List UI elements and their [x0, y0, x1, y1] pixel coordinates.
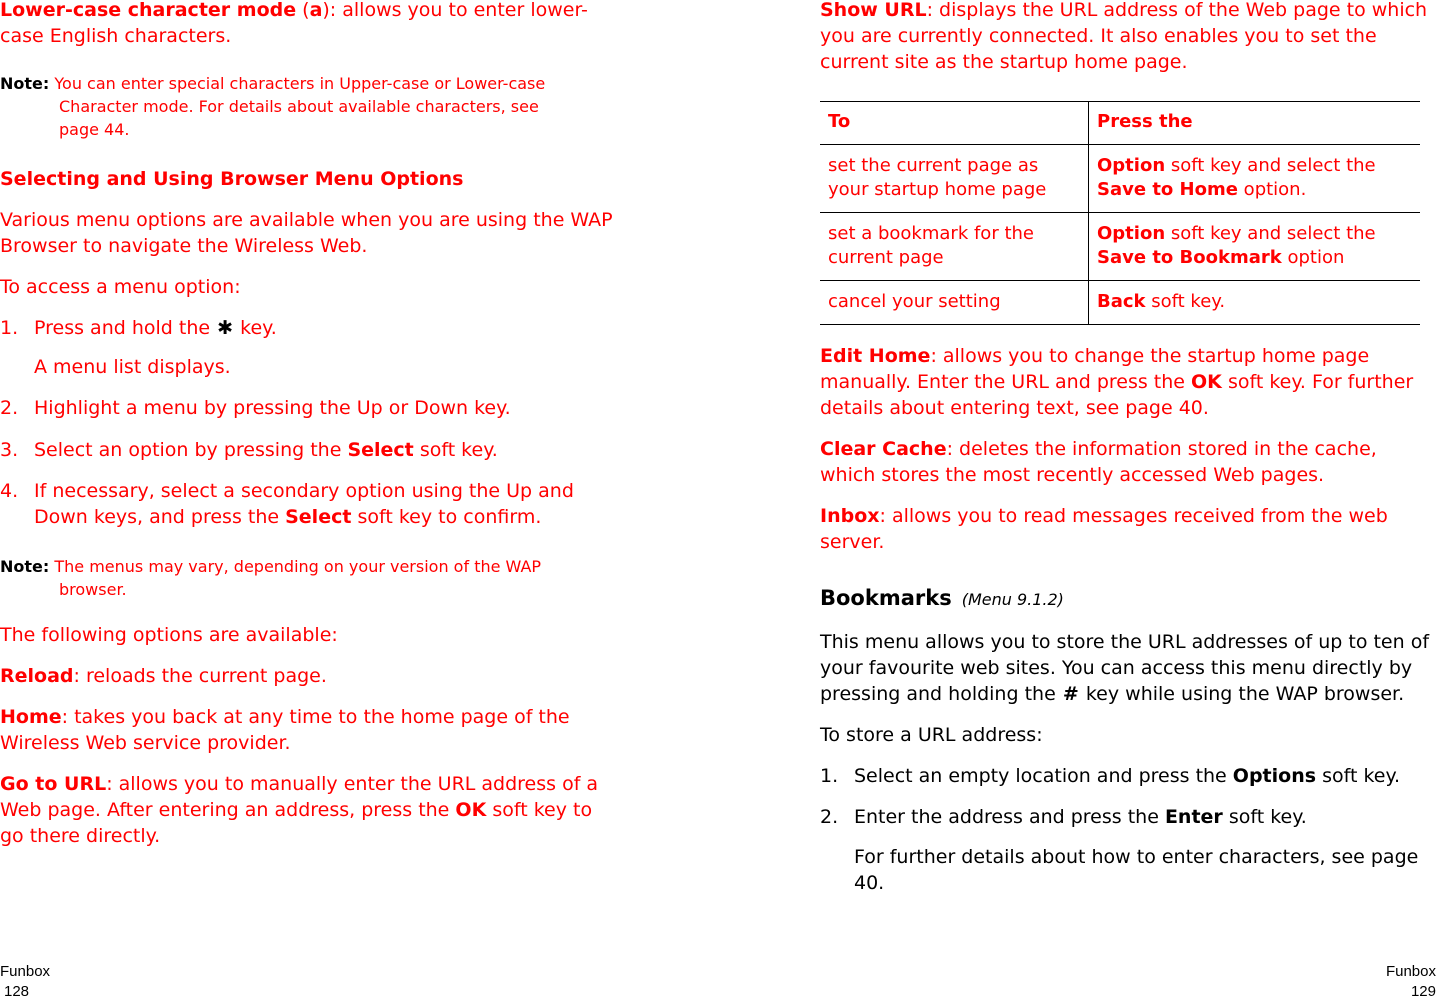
list-item: 1. Press and hold the ✱ key. — [0, 317, 277, 339]
home-settings-table — [820, 101, 1420, 325]
available-text: The following options are available: — [0, 624, 338, 646]
show-url-option: Show URL: displays the URL address of the Web page to which you are currently connected. It also enables you to set the current site as the startup home page. — [820, 0, 1428, 73]
edit-home-option: Edit Home: allows you to change the startup home page manually. Enter the URL and press the OK soft key. For further details about entering text, see page 40. — [820, 345, 1414, 419]
section-heading: Selecting and Using Browser Menu Options — [0, 168, 464, 190]
store-text: To store a URL address: — [820, 724, 1043, 746]
header-press-the: Press the — [1097, 111, 1193, 132]
hash-key-icon: # — [1062, 683, 1079, 705]
star-key-icon: ✱ — [217, 317, 234, 339]
right-footer — [1386, 962, 1436, 1002]
lower-case-mode-text: Lower-case character mode (a): allows you to enter lower-case English characters. — [0, 0, 588, 47]
right-page — [820, 0, 1432, 896]
bookmarks-heading: Bookmarks (Menu 9.1.2) — [820, 586, 1064, 610]
table-row: set the current page as your startup home page Option soft key and select the Save to Home option. — [820, 145, 1420, 213]
list-item: 3. Select an option by pressing the Select soft key. — [0, 439, 498, 461]
bookmarks-description: This menu allows you to store the URL addresses of up to ten of your favourite web sites. You can access this menu directly by pressing and holding the # key while using the WAP browser. — [820, 631, 1430, 705]
list-item: 2. Highlight a menu by pressing the Up or Down key. — [0, 397, 511, 419]
note-menus-vary: Note: The menus may vary, depending on your version of the WAP browser. — [0, 557, 542, 599]
footer-label: Funbox — [0, 963, 51, 980]
table-row: cancel your setting Back soft key. — [820, 281, 1420, 325]
list-item-sub: For further details about how to enter characters, see page 40. — [854, 846, 1419, 894]
page-number: 129 — [1410, 983, 1436, 1000]
table-row: set a bookmark for the current page Option soft key and select the Save to Bookmark option — [820, 213, 1420, 281]
list-item: 2. Enter the address and press the Enter soft key. — [820, 806, 1307, 828]
list-item-sub: A menu list displays. — [34, 356, 231, 378]
clear-cache-option: Clear Cache: deletes the information stored in the cache, which stores the most recently accessed Web pages. — [820, 438, 1377, 486]
reload-option: Reload: reloads the current page. — [0, 665, 327, 687]
store-steps-list — [820, 763, 1432, 896]
list-item: 4. If necessary, select a secondary option using the Up and Down keys, and press the Select soft key to confirm. — [0, 480, 574, 528]
footer-label: Funbox — [1385, 963, 1436, 980]
page-number: 128 — [4, 983, 30, 1000]
list-item: 1. Select an empty location and press the Options soft key. — [820, 765, 1401, 787]
note-special-characters: Note: You can enter special characters in Upper-case or Lower-case Character mode. For details about available characters, see page 44. — [0, 74, 546, 139]
left-page — [0, 0, 620, 849]
access-text: To access a menu option: — [0, 276, 241, 298]
inbox-option: Inbox: allows you to read messages received from the web server. — [820, 505, 1388, 553]
table-header-row — [820, 102, 1420, 145]
header-to: To — [820, 102, 1089, 145]
goto-url-option: Go to URL: allows you to manually enter the URL address of a Web page. After entering an address, press the OK soft key to go there directly. — [0, 773, 599, 847]
home-option: Home: takes you back at any time to the home page of the Wireless Web service provider. — [0, 706, 570, 754]
intro-text: Various menu options are available when you are using the WAP Browser to navigate the Wireless Web. — [0, 209, 613, 257]
menu-steps-list — [0, 315, 620, 530]
left-footer — [0, 962, 50, 1002]
